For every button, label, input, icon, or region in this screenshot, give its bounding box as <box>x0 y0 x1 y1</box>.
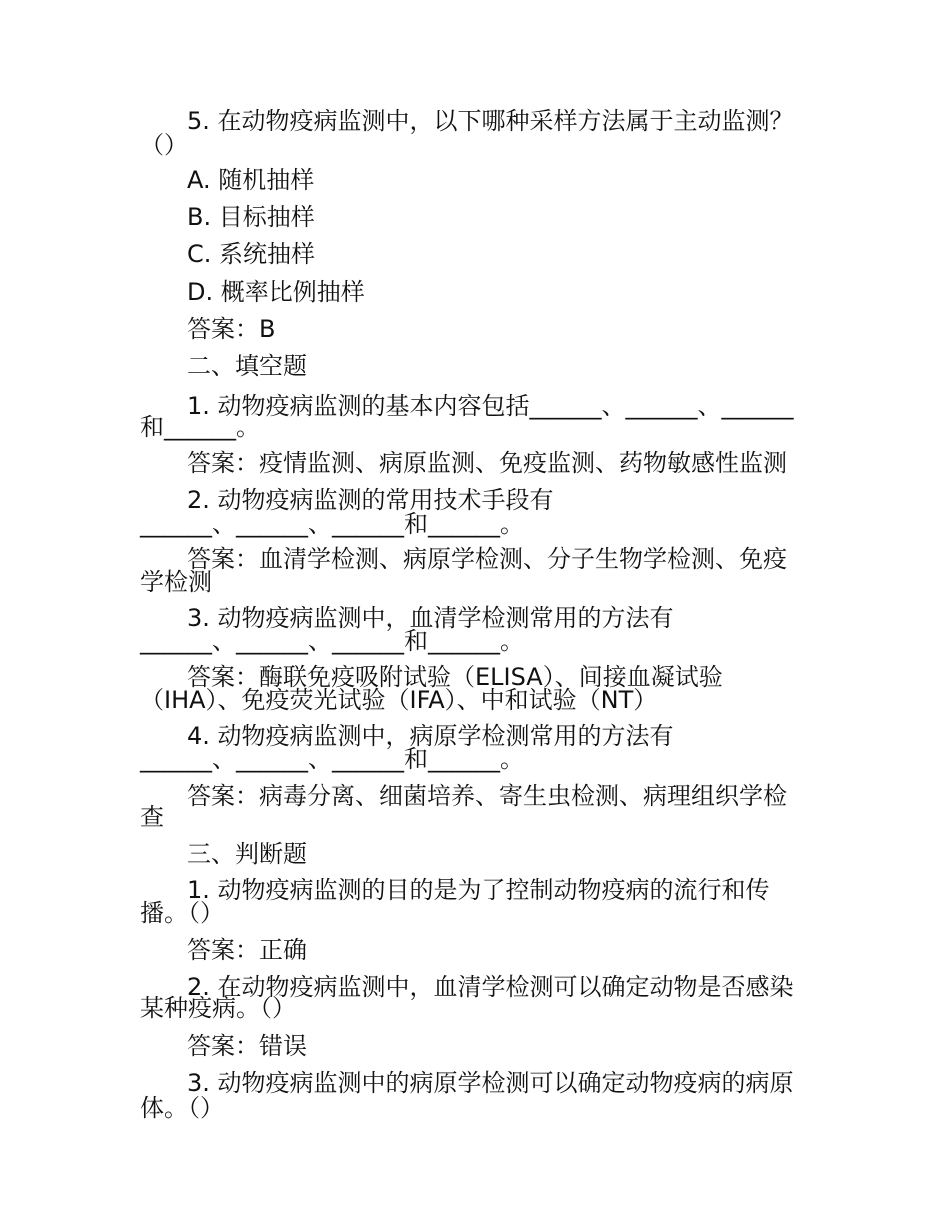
answer-text-continued: 查 <box>140 803 164 831</box>
answer-text-continued: 学检测 <box>140 568 212 596</box>
section-heading-fill-in: 二、填空题 <box>187 352 307 380</box>
answer-text-continued: （IHA）、免疫荧光试验（IFA）、中和试验（NT） <box>140 686 658 714</box>
true-false-question: 3. 动物疫病监测中的病原学检测可以确定动物疫病的病原 <box>187 1069 794 1097</box>
option-c: C. 系统抽样 <box>187 240 316 268</box>
answer-text: 答案：血清学检测、病原学检测、分子生物学检测、免疫 <box>187 545 787 573</box>
fill-in-question: 1. 动物疫病监测的基本内容包括______、______、______ <box>187 392 794 420</box>
true-false-question-continued: 播。（） <box>140 899 224 927</box>
answer-text: 答案：正确 <box>187 936 307 964</box>
true-false-question: 2. 在动物疫病监测中，血清学检测可以确定动物是否感染 <box>187 973 794 1001</box>
true-false-question-continued: 体。（） <box>140 1094 224 1122</box>
answer-text: 答案：错误 <box>187 1032 307 1060</box>
answer-text: 答案：疫情监测、病原监测、免疫监测、药物敏感性监测 <box>187 449 787 477</box>
answer-text: 答案：病毒分离、细菌培养、寄生虫检测、病理组织学检 <box>187 782 787 810</box>
answer-text: 答案：酶联免疫吸附试验（ELISA）、间接血凝试验 <box>187 663 723 691</box>
option-d: D. 概率比例抽样 <box>187 278 365 306</box>
fill-in-question: 3. 动物疫病监测中，血清学检测常用的方法有 <box>187 604 674 632</box>
section-heading-true-false: 三、判断题 <box>187 840 307 868</box>
option-b: B. 目标抽样 <box>187 203 315 231</box>
answer-text: 答案：B <box>187 315 276 343</box>
fill-in-question-continued: 和______。 <box>140 413 260 441</box>
option-a: A. 随机抽样 <box>187 166 315 194</box>
true-false-question-continued: 某种疫病。（） <box>140 994 296 1022</box>
fill-in-blanks: ______、______、______和______。 <box>140 745 524 773</box>
question-text: 5. 在动物疫病监测中，以下哪种采样方法属于主动监测？ <box>187 107 794 135</box>
fill-in-question: 4. 动物疫病监测中，病原学检测常用的方法有 <box>187 722 674 750</box>
fill-in-blanks: ______、______、______和______。 <box>140 510 524 538</box>
answer-parentheses: （） <box>140 131 188 159</box>
fill-in-blanks: ______、______、______和______。 <box>140 627 524 655</box>
fill-in-question: 2. 动物疫病监测的常用技术手段有 <box>187 486 554 514</box>
true-false-question: 1. 动物疫病监测的目的是为了控制动物疫病的流行和传 <box>187 876 770 904</box>
